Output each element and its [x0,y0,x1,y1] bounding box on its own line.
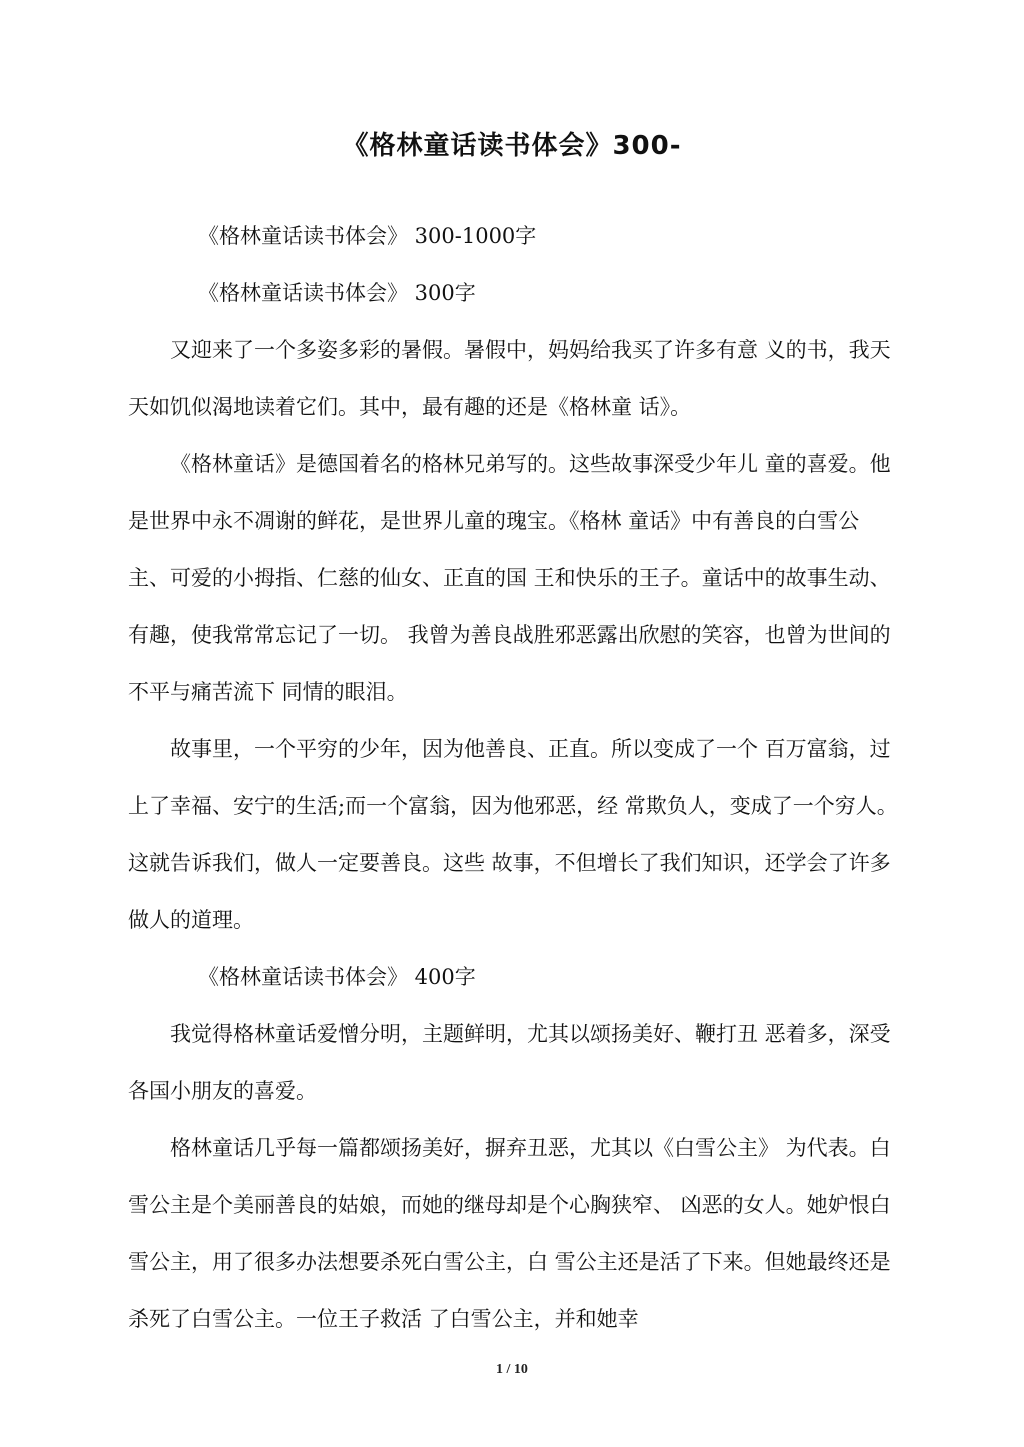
paragraph-snow-white: 格林童话几乎每一篇都颂扬美好，摒弃丑恶，尤其以《白雪公主》 为代表。白雪公主是个美丽善良的姑娘，而她的继母却是个心胸狭窄、 凶恶的女人。她妒恨白雪公主，用了很多办法想要杀死白雪公主，白 雪公主还是活了下来。但她最终还是杀死了白雪公主。一位王子救活 了白雪公主，并和她幸 [128,1136,891,1331]
subheading-400: 《格林童话读书体会》 400字 [198,965,476,989]
paragraph-themes: 我觉得格林童话爱憎分明，主题鲜明，尤其以颂扬美好、鞭打丑 恶着多，深受各国小朋友的喜爱。 [128,1022,891,1103]
document-body [128,208,898,1348]
subheading-range: 《格林童话读书体会》 300-1000字 [198,224,537,248]
subheading-300: 《格林童话读书体会》 300字 [198,281,476,305]
page-title: 《格林童话读书体会》300- [342,131,682,161]
paragraph-about-grimm: 《格林童话》是德国着名的格林兄弟写的。这些故事深受少年儿 童的喜爱。他是世界中永不凋谢的鲜花，是世界儿童的瑰宝。《格林 童话》中有善良的白雪公主、可爱的小拇指、仁慈的仙女、正直的国 王和快乐的王子。童话中的故事生动、有趣，使我常常忘记了一切。 我曾为善良战胜邪恶露出欣慰的笑容，也曾为世间的不平与痛苦流下 同情的眼泪。 [128,452,891,704]
paragraph-story-lesson: 故事里，一个平穷的少年，因为他善良、正直。所以变成了一个 百万富翁，过上了幸福、安宁的生活;而一个富翁，因为他邪恶，经 常欺负人，变成了一个穷人。这就告诉我们，做人一定要善良。这些 故事，不但增长了我们知识，还学会了许多做人的道理。 [128,737,898,932]
paragraph-intro: 又迎来了一个多姿多彩的暑假。暑假中，妈妈给我买了许多有意 义的书，我天天如饥似渴地读着它们。其中，最有趣的还是《格林童 话》。 [128,338,891,419]
page-number: 1 / 10 [496,1362,528,1377]
